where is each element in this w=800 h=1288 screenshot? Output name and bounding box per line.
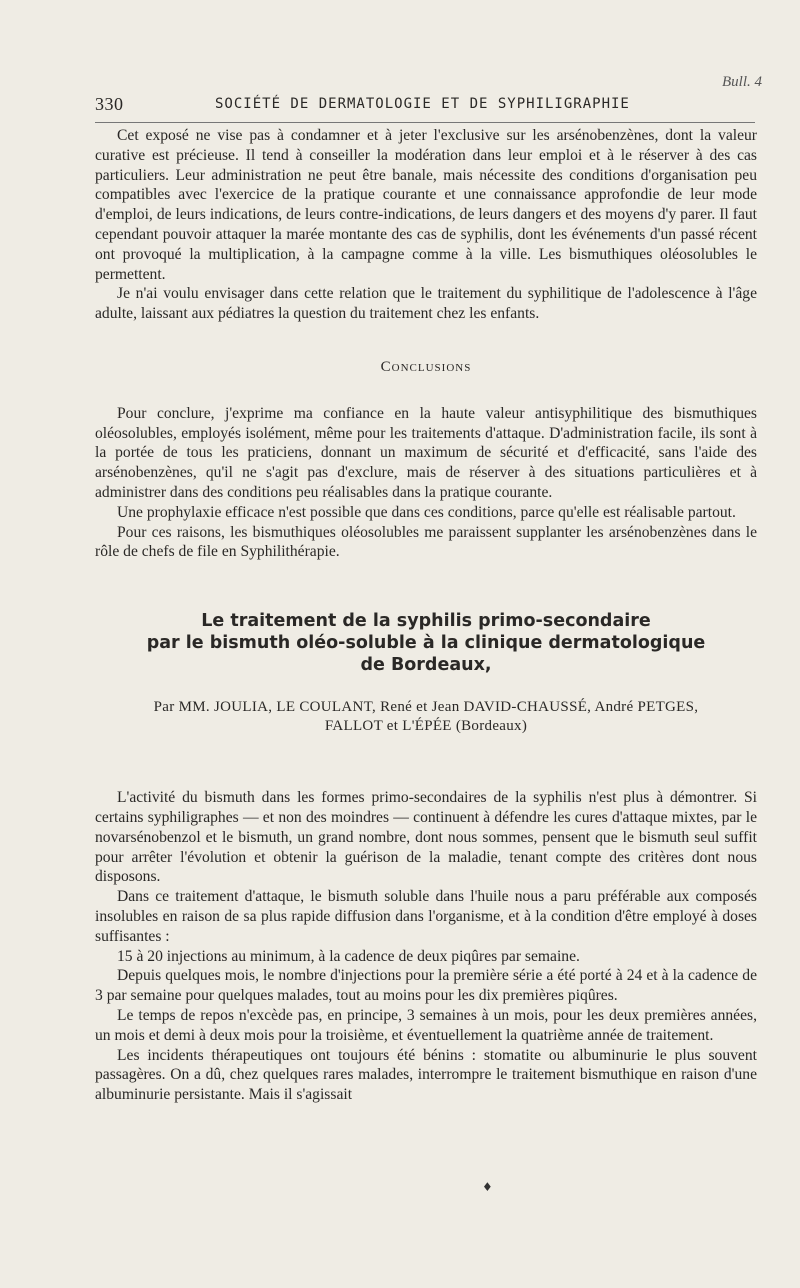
- page-body: [95, 126, 757, 1105]
- paragraph: Une prophylaxie efficace n'est possible que dans ces conditions, parce qu'elle est réalisable partout.: [117, 503, 736, 521]
- article-title-line: de Bordeaux,: [360, 655, 492, 676]
- paragraph: Pour conclure, j'exprime ma confiance en la haute valeur antisyphilitique des bismuthiques oléosolubles, employés isolément, même pour les traitements d'attaque. D'administration facile, ils sont à la portée de tous les praticiens, donnant un maximum de sécurité et d'efficacité, sans l'aide des arsénobenzènes, qu'il ne s'agit pas d'exclure, mais de réserver à des situations particulières et à administrer dans des conditions peu réalisables dans la pratique courante.: [95, 404, 757, 501]
- paragraph: 15 à 20 injections au minimum, à la cadence de deux piqûres par semaine.: [117, 947, 580, 965]
- paragraph: Depuis quelques mois, le nombre d'injections pour la première série a été porté à 24 et à la cadence de 3 par semaine pour quelques malades, tout au moins pour les dix premières piqûres.: [95, 967, 757, 1005]
- running-title: SOCIÉTÉ DE DERMATOLOGIE ET DE SYPHILIGRAPHIE: [215, 96, 630, 112]
- paragraph: L'activité du bismuth dans les formes primo-secondaires de la syphilis n'est plus à démontrer. Si certains syphiligraphes — et non des moindres — continuent à défendre les cures d'attaque mixtes, par le novarsénobenzol et le bismuth, un grand nombre, dont nous sommes, pensent que le bismuth seul suffit pour arrêter l'évolution et obtenir la guérison de la maladie, tenant compte des critères dont nous disposons.: [95, 789, 757, 886]
- paragraph: Pour ces raisons, les bismuthiques oléosolubles me paraissent supplanter les arsénobenzènes dans le rôle de chefs de file en Syphilithérapie.: [95, 523, 757, 561]
- page-number: 330: [95, 94, 124, 114]
- authors-line: FALLOT et L'ÉPÉE (Bordeaux): [324, 718, 528, 735]
- article-title-line: Le traitement de la syphilis primo-secondaire: [201, 611, 651, 632]
- ink-speck: ♦: [482, 1180, 493, 1194]
- paragraph: Les incidents thérapeutiques ont toujours été bénins : stomatite ou albuminurie le plus souvent passagères. On a dû, chez quelques rares malades, interrompre le traitement bismuthique en raison d'une albuminurie persistante. Mais il s'agissait: [95, 1046, 757, 1104]
- paragraph: Le temps de repos n'excède pas, en principe, 3 semaines à un mois, pour les deux premières années, un mois et demi à deux mois pour la troisième, et éventuellement la quatrième année de traitement.: [95, 1006, 757, 1044]
- corner-note: Bull. 4: [722, 74, 762, 90]
- authors-line: Par MM. JOULIA, LE COULANT, René et Jean DAVID-CHAUSSÉ, André PETGES,: [153, 699, 699, 716]
- article-title: [95, 610, 757, 676]
- paragraph: Cet exposé ne vise pas à condamner et à jeter l'exclusive sur les arsénobenzènes, dont la valeur curative est précieuse. Il tend à conseiller la modération dans leur emploi et à le réserver à des cas particuliers. Leur administration ne peut être banale, mais nécessite des conditions d'organisation peu compatibles avec l'exercice de la pratique courante et une connaissance approfondie de leur mode d'emploi, de leurs indications, de leurs contre-indications, de leurs dangers et des moyens d'y parer. Il faut cependant pouvoir attaquer la marée montante des cas de syphilis, dont les événements d'un passé récent ont provoqué la multiplication, à la campagne comme à la ville. Les bismuthiques oléosolubles le permettent.: [95, 127, 757, 283]
- paragraph: Dans ce traitement d'attaque, le bismuth soluble dans l'huile nous a paru préférable aux composés insolubles en raison de sa plus rapide diffusion dans l'organisme, et à la condition d'être employé à doses suffisantes :: [95, 888, 757, 945]
- article-authors: [95, 698, 757, 736]
- conclusions-heading: Conclusions: [380, 358, 472, 375]
- running-header: [95, 94, 755, 115]
- header-rule: [95, 122, 755, 123]
- paragraph: Je n'ai voulu envisager dans cette relation que le traitement du syphilitique de l'adolescence à l'âge adulte, laissant aux pédiatres la question du traitement chez les enfants.: [95, 285, 757, 323]
- article-title-line: par le bismuth oléo-soluble à la clinique dermatologique: [146, 633, 706, 654]
